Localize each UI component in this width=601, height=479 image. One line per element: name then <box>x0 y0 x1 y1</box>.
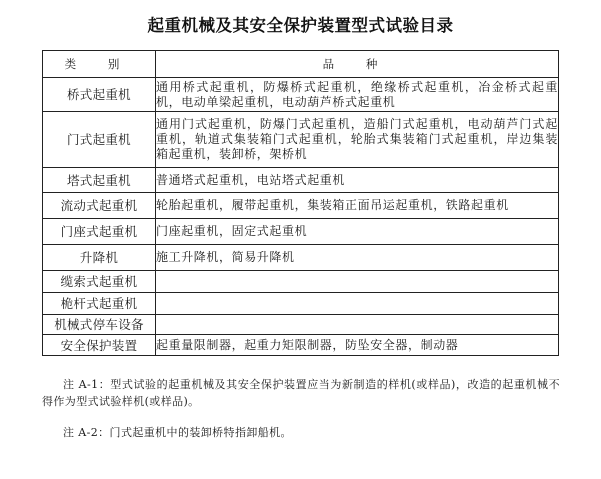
row-varieties-cell: 轮胎起重机，履带起重机，集装箱正面吊运起重机，铁路起重机 <box>156 193 559 219</box>
row-type-cell: 桥式起重机 <box>43 78 156 112</box>
row-varieties-cell: 通用门式起重机，防爆门式起重机，造船门式起重机，电动葫芦门式起重机，轨道式集装箱门式起重机，轮胎式集装箱门式起重机，岸边集装箱起重机，装卸桥，架桥机 <box>156 112 559 168</box>
table-row <box>43 293 559 315</box>
table-row <box>43 78 559 112</box>
row-type-cell: 桅杆式起重机 <box>43 293 156 315</box>
table-row <box>43 271 559 293</box>
table-row <box>43 219 559 245</box>
table-row <box>43 335 559 356</box>
row-varieties-cell: 普通塔式起重机，电站塔式起重机 <box>156 168 559 193</box>
table-row <box>43 168 559 193</box>
row-type-cell: 门式起重机 <box>43 112 156 168</box>
row-varieties-cell: 门座起重机，固定式起重机 <box>156 219 559 245</box>
note-a2: 注 A-2：门式起重机中的装卸桥特指卸船机。 <box>63 426 292 439</box>
row-varieties-cell: 起重量限制器，起重力矩限制器，防坠安全器，制动器 <box>156 335 559 356</box>
row-type-cell: 流动式起重机 <box>43 193 156 219</box>
header-type: 类 别 <box>43 51 156 78</box>
row-type-cell: 机械式停车设备 <box>43 315 156 335</box>
row-type-cell: 门座式起重机 <box>43 219 156 245</box>
row-varieties-cell: 施工升降机，简易升降机 <box>156 245 559 271</box>
row-type-cell: 安全保护装置 <box>43 335 156 356</box>
note-a1: 注 A-1：型式试验的起重机械及其安全保护装置应当为新制造的样机(或样品)，改造的起重机械不得作为型式试验样机(或样品)。 <box>42 378 560 408</box>
table-row <box>43 112 559 168</box>
row-varieties-cell <box>156 315 559 335</box>
row-type-cell: 缆索式起重机 <box>43 271 156 293</box>
table-row <box>43 315 559 335</box>
page-title: 起重机械及其安全保护装置型式试验目录 <box>147 16 454 35</box>
table-row <box>43 245 559 271</box>
row-varieties-cell: 通用桥式起重机，防爆桥式起重机，绝缘桥式起重机，冶金桥式起重机，电动单梁起重机，电动葫芦桥式起重机 <box>156 78 559 112</box>
catalog-table <box>42 50 559 356</box>
row-type-cell: 塔式起重机 <box>43 168 156 193</box>
row-varieties-cell <box>156 293 559 315</box>
row-type-cell: 升降机 <box>43 245 156 271</box>
table-row <box>43 193 559 219</box>
row-varieties-cell <box>156 271 559 293</box>
header-varieties: 品 种 <box>156 51 559 78</box>
table-header-row <box>43 51 559 78</box>
